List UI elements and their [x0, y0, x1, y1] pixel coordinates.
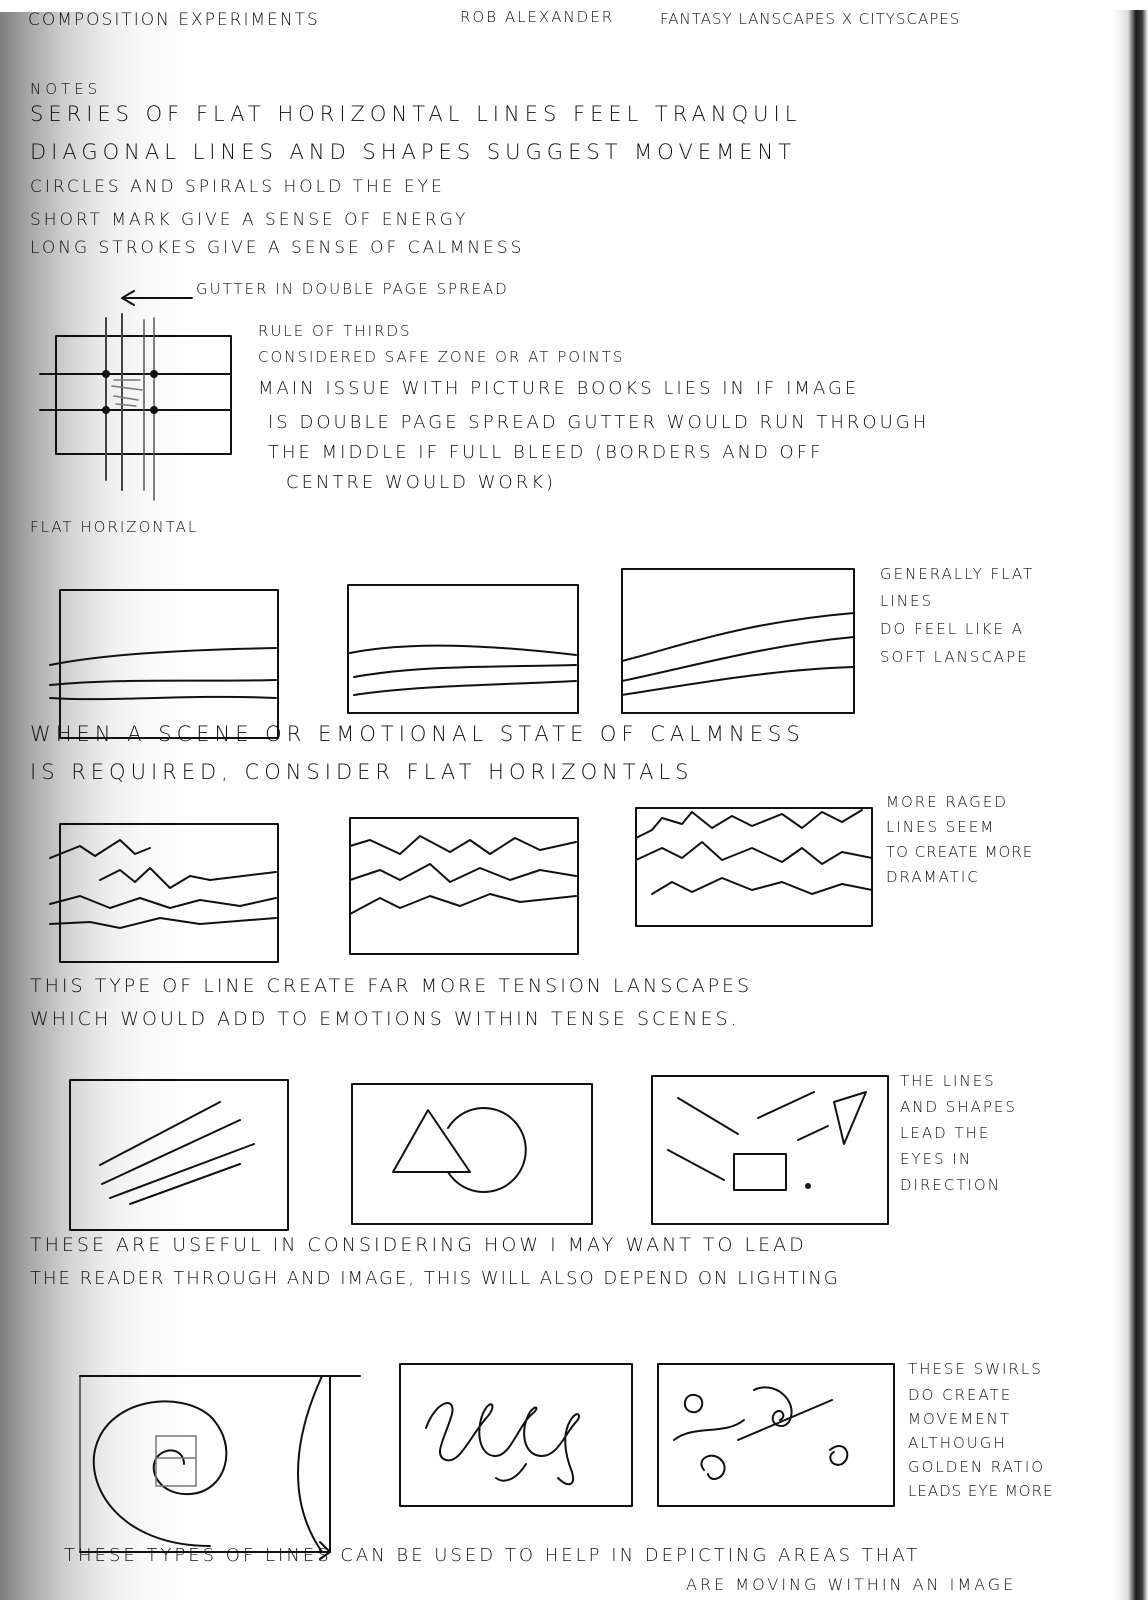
binding-edge	[1112, 10, 1148, 1600]
rule-of-thirds-line-4: IS DOUBLE PAGE SPREAD GUTTER WOULD RUN THROUGH	[268, 412, 930, 433]
rule-of-thirds-title: RULE OF THIRDS	[258, 322, 412, 340]
flat-note-4: SOFT LANSCAPE	[880, 648, 1029, 666]
calm-caption-2: IS REQUIRED, CONSIDER FLAT HORIZONTALS	[30, 760, 694, 784]
swirls-note-3: MOVEMENT	[908, 1410, 1012, 1428]
jagged-lines-sketch-2	[340, 810, 580, 960]
jagged-note-3: TO CREATE MORE	[886, 843, 1034, 861]
flat-lines-sketch-3	[618, 565, 858, 715]
scattered-shapes-sketch	[648, 1072, 898, 1222]
swirls-note-4: ALTHOUGH	[908, 1434, 1007, 1452]
tension-caption-2: WHICH WOULD ADD TO EMOTIONS WITHIN TENSE SCENES.	[30, 1008, 740, 1030]
shapes-note-4: EYES IN	[900, 1150, 973, 1168]
flat-note-3: DO FEEL LIKE A	[880, 620, 1024, 638]
page-title: COMPOSITION EXPERIMENTS	[28, 10, 320, 30]
rule-of-thirds-sketch	[40, 310, 240, 500]
book-label: FANTASY LANSCAPES X CITYSCAPES	[660, 10, 961, 28]
bullet-1: SERIES OF FLAT HORIZONTAL LINES FEEL TRANQUIL	[30, 102, 802, 126]
swirls-note-1: THESE SWIRLS	[908, 1360, 1043, 1378]
author-label: ROB ALEXANDER	[460, 8, 615, 26]
section-label: FLAT HORIZONTAL	[30, 518, 199, 536]
jagged-note-4: DRAMATIC	[886, 868, 980, 886]
shapes-note-1: THE LINES	[900, 1072, 996, 1090]
notes-heading: NOTES	[30, 80, 102, 98]
jagged-lines-sketch-1	[40, 818, 280, 968]
swirls-note-2: DO CREATE	[908, 1386, 1013, 1404]
bullet-2: DIAGONAL LINES AND SHAPES SUGGEST MOVEMENT	[30, 140, 797, 164]
shapes-note-2: AND SHAPES	[900, 1098, 1017, 1116]
rule-of-thirds-line-5: THE MIDDLE IF FULL BLEED (BORDERS AND OFF	[268, 442, 824, 463]
swirls-caption-1: THESE TYPES OF LINES CAN BE USED TO HELP IN DEPICTING AREAS THAT	[64, 1545, 921, 1566]
loops-sketch	[396, 1360, 636, 1510]
golden-ratio-sketch	[60, 1366, 360, 1556]
useful-caption-2: THE READER THROUGH AND IMAGE, THIS WILL ALSO DEPEND ON LIGHTING	[30, 1268, 840, 1289]
tension-caption-1: THIS TYPE OF LINE CREATE FAR MORE TENSION LANSCAPES	[30, 975, 753, 997]
swirls-note-5: GOLDEN RATIO	[908, 1458, 1046, 1476]
flat-note-1: GENERALLY FLAT	[880, 565, 1035, 583]
gutter-arrow-icon	[118, 288, 198, 308]
shapes-note-5: DIRECTION	[900, 1176, 1001, 1194]
bullet-5: LONG STROKES GIVE A SENSE OF CALMNESS	[30, 238, 525, 258]
calm-caption-1: WHEN A SCENE OR EMOTIONAL STATE OF CALMNESS	[30, 722, 805, 746]
flat-lines-sketch-2	[340, 585, 580, 735]
flat-lines-sketch-1	[40, 590, 280, 740]
shapes-note-3: LEAD THE	[900, 1124, 991, 1142]
rule-of-thirds-line-6: CENTRE WOULD WORK)	[286, 472, 557, 493]
useful-caption-1: THESE ARE USEFUL IN CONSIDERING HOW I MAY WANT TO LEAD	[30, 1234, 807, 1256]
diagonal-lines-sketch	[40, 1080, 290, 1230]
bullet-3: CIRCLES AND SPIRALS HOLD THE EYE	[30, 177, 445, 197]
flat-note-2: LINES	[880, 592, 934, 610]
jagged-lines-sketch-3	[632, 798, 882, 948]
jagged-note-2: LINES SEEM	[886, 818, 996, 836]
swirls-note-6: LEADS EYE MORE	[908, 1482, 1054, 1500]
jagged-note-1: MORE RAGED	[886, 793, 1008, 811]
bullet-4: SHORT MARK GIVE A SENSE OF ENERGY	[30, 210, 469, 230]
swirls-sketch	[654, 1360, 904, 1510]
rule-of-thirds-line-2: CONSIDERED SAFE ZONE OR AT POINTS	[258, 348, 625, 366]
rule-of-thirds-line-3: MAIN ISSUE WITH PICTURE BOOKS LIES IN IF IMAGE	[258, 378, 860, 399]
triangle-circle-sketch	[348, 1080, 598, 1230]
gutter-label: GUTTER IN DOUBLE PAGE SPREAD	[196, 280, 509, 298]
swirls-caption-2: ARE MOVING WITHIN AN IMAGE	[686, 1575, 1017, 1594]
